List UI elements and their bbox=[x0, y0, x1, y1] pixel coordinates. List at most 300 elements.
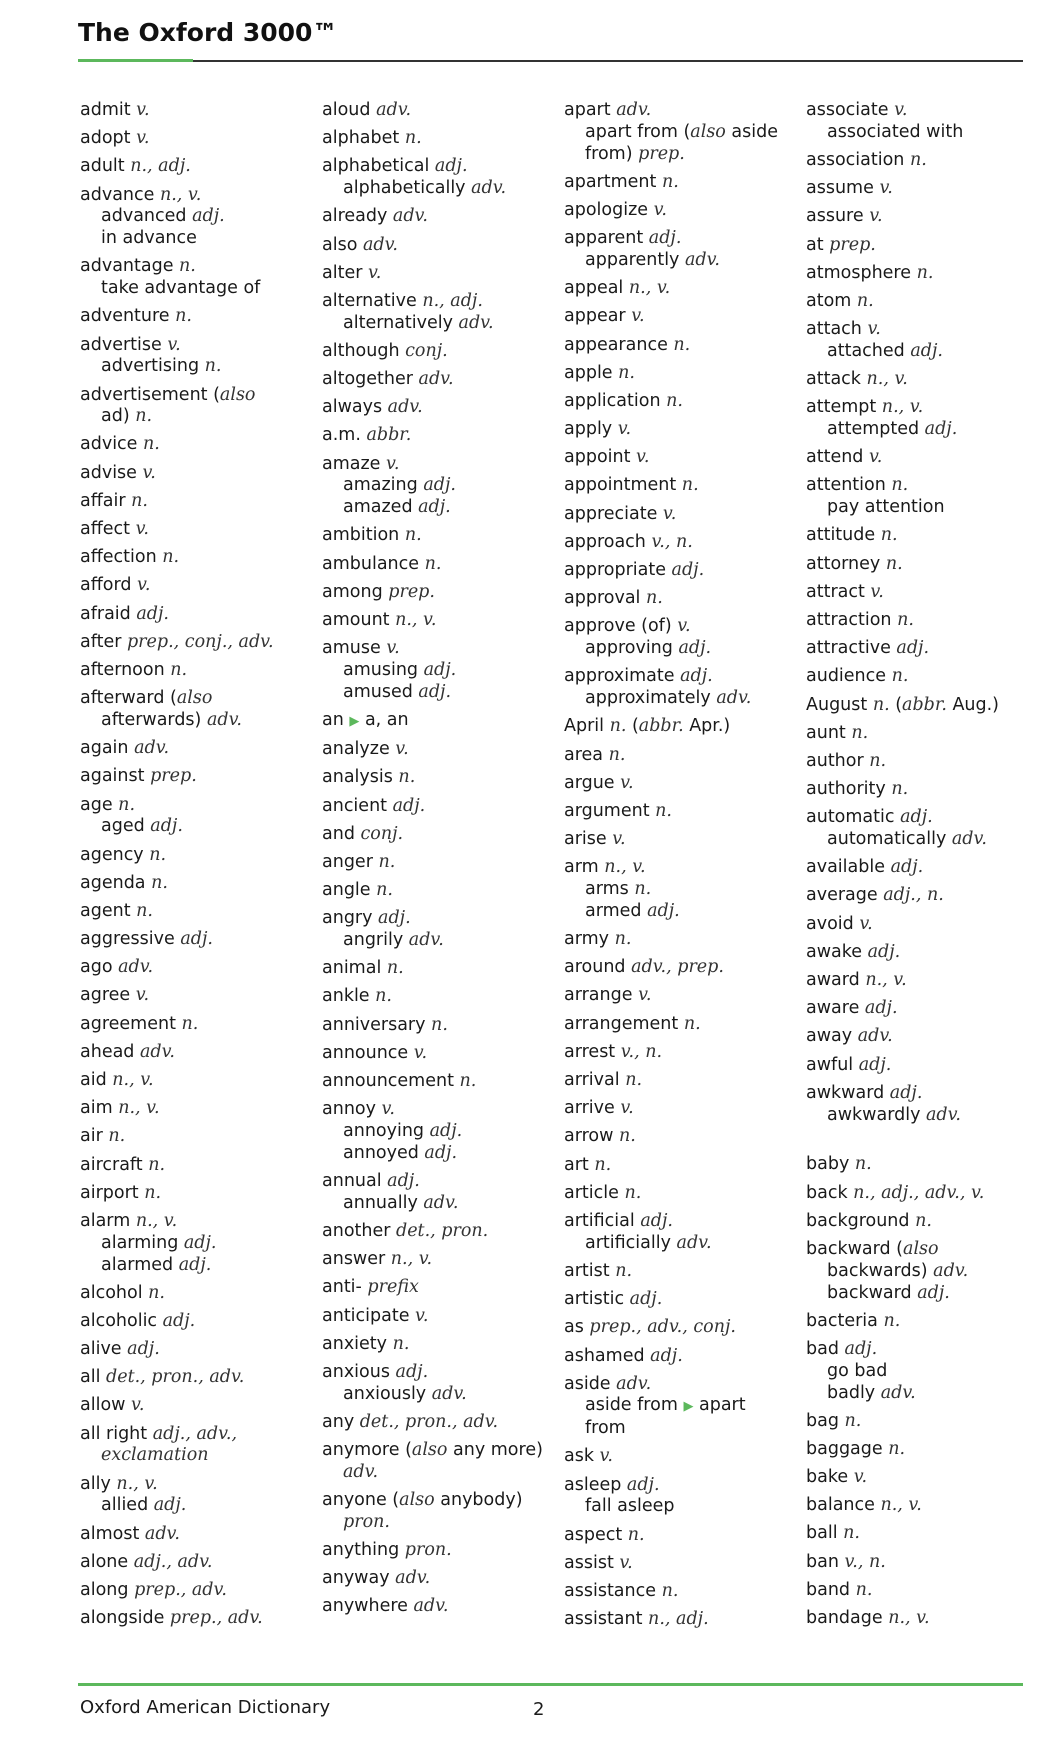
word-entry bbox=[80, 1070, 316, 1092]
entry-headline bbox=[80, 604, 316, 626]
headword-text: aid bbox=[80, 1070, 113, 1091]
part-of-speech: v. bbox=[415, 1305, 429, 1326]
headword-text: a.m. bbox=[322, 425, 367, 446]
entry-headline bbox=[322, 638, 558, 660]
word-entry bbox=[806, 998, 1042, 1020]
part-of-speech: adj. bbox=[640, 1210, 673, 1231]
entry-subline bbox=[806, 497, 1042, 519]
part-of-speech: prep. bbox=[388, 581, 435, 602]
entry-headline bbox=[564, 745, 800, 767]
entry-headline bbox=[564, 278, 800, 300]
headword-text: alarm bbox=[80, 1210, 136, 1231]
entry-headline bbox=[322, 235, 558, 257]
entry-subline bbox=[80, 816, 316, 838]
entry-headline bbox=[322, 1568, 558, 1590]
word-entry bbox=[806, 1523, 1042, 1545]
part-of-speech: v. bbox=[135, 985, 150, 1006]
part-of-speech: also bbox=[219, 384, 256, 405]
word-entry bbox=[806, 610, 1042, 632]
word-entry bbox=[806, 723, 1042, 745]
entry-subline bbox=[322, 1193, 558, 1215]
headword-text: background bbox=[806, 1210, 916, 1231]
word-entry bbox=[564, 447, 800, 469]
part-of-speech: v. bbox=[859, 913, 873, 934]
headword-text: amusing bbox=[343, 659, 424, 680]
headword-text: assistant bbox=[564, 1609, 649, 1630]
part-of-speech: adj. bbox=[900, 807, 933, 828]
entry-headline bbox=[80, 1098, 316, 1120]
headword-text: attorney bbox=[806, 553, 886, 574]
headword-text: attached bbox=[827, 340, 911, 361]
part-of-speech: adj. bbox=[844, 1338, 878, 1359]
word-entry bbox=[80, 1126, 316, 1148]
part-of-speech: n., v. bbox=[390, 1249, 433, 1270]
entry-headline bbox=[564, 1014, 800, 1036]
part-of-speech: adv. bbox=[343, 1461, 379, 1482]
headword-text: argue bbox=[564, 772, 621, 793]
headword-text: appointment bbox=[564, 475, 682, 496]
part-of-speech: adj., adv., bbox=[152, 1423, 238, 1444]
entry-headline bbox=[806, 970, 1042, 992]
headword-text: agenda bbox=[80, 872, 152, 893]
entry-headline bbox=[322, 1440, 558, 1462]
part-of-speech: pron. bbox=[404, 1540, 452, 1561]
word-entry bbox=[80, 985, 316, 1007]
headword-text: balance bbox=[806, 1495, 881, 1516]
part-of-speech: v. bbox=[386, 638, 400, 659]
part-of-speech: prep., adv., conj. bbox=[589, 1317, 736, 1338]
word-entry bbox=[806, 291, 1042, 313]
entry-headline bbox=[80, 1014, 316, 1036]
word-entry bbox=[564, 560, 800, 582]
part-of-speech: adj. bbox=[889, 1082, 923, 1103]
headword-text: approach bbox=[564, 531, 652, 552]
entry-headline bbox=[806, 206, 1042, 228]
headword-text: after bbox=[80, 631, 127, 652]
part-of-speech: n. bbox=[459, 1071, 477, 1092]
word-entry bbox=[564, 1446, 800, 1468]
word-entry bbox=[806, 779, 1042, 801]
headword-text: annoyed bbox=[343, 1142, 425, 1163]
part-of-speech: n. bbox=[627, 1524, 645, 1545]
headword-text: atom bbox=[806, 290, 857, 311]
entry-headline bbox=[564, 475, 800, 497]
headword-text: ago bbox=[80, 957, 119, 978]
part-of-speech: adv. bbox=[676, 1232, 712, 1253]
headword-text: afterwards) bbox=[101, 709, 207, 730]
entry-headline bbox=[80, 1070, 316, 1092]
part-of-speech: adv. bbox=[616, 1373, 652, 1394]
part-of-speech: n. bbox=[431, 1014, 448, 1035]
word-entry bbox=[806, 1439, 1042, 1461]
word-entry bbox=[564, 200, 800, 222]
entry-headline bbox=[564, 716, 800, 738]
entry-subline bbox=[806, 1383, 1042, 1405]
part-of-speech: n. bbox=[181, 1013, 199, 1034]
entry-headline bbox=[564, 1525, 800, 1547]
part-of-speech: v., n. bbox=[844, 1551, 886, 1572]
headword-text: apart from ( bbox=[585, 121, 691, 142]
headword-text: annoying bbox=[343, 1121, 430, 1141]
part-of-speech: n. bbox=[872, 694, 890, 715]
headword-text: arrest bbox=[564, 1041, 621, 1062]
headword-text: Aug.) bbox=[946, 694, 1000, 715]
word-entry bbox=[806, 178, 1042, 200]
headword-text: adopt bbox=[80, 128, 137, 149]
headword-text: alcoholic bbox=[80, 1310, 163, 1331]
word-entry bbox=[322, 1596, 558, 1618]
entry-headline bbox=[806, 1439, 1042, 1461]
headword-text: almost bbox=[80, 1523, 145, 1544]
headword-text: alarming bbox=[101, 1232, 184, 1253]
headword-text: ( bbox=[889, 694, 903, 715]
headword-text: aspect bbox=[564, 1524, 628, 1545]
part-of-speech: adj. bbox=[127, 1339, 160, 1360]
part-of-speech: n. bbox=[673, 334, 691, 355]
headword-text: agreement bbox=[80, 1013, 182, 1034]
headword-text: already bbox=[322, 206, 393, 227]
entry-headline bbox=[806, 638, 1042, 660]
headword-text: advantage bbox=[80, 256, 180, 277]
word-entry bbox=[80, 547, 316, 569]
headword-text: attack bbox=[806, 369, 867, 390]
headword-text: announce bbox=[322, 1042, 414, 1063]
word-entry bbox=[806, 1083, 1042, 1127]
entry-headline bbox=[564, 200, 800, 222]
headword-text: announcement bbox=[322, 1071, 460, 1092]
headword-text: assistance bbox=[564, 1581, 662, 1602]
part-of-speech: n., v. bbox=[866, 369, 908, 390]
headword-text: ashamed bbox=[564, 1345, 651, 1366]
entry-headline bbox=[80, 519, 316, 541]
word-entry bbox=[80, 306, 316, 328]
part-of-speech: adj. bbox=[678, 638, 712, 659]
entry-headline bbox=[564, 172, 800, 194]
part-of-speech: v. bbox=[142, 462, 156, 483]
part-of-speech: v. bbox=[620, 1098, 634, 1119]
entry-headline bbox=[564, 985, 800, 1007]
entry-subline bbox=[564, 1395, 800, 1418]
headword-text: arise bbox=[564, 829, 613, 850]
word-entry bbox=[80, 957, 316, 979]
part-of-speech: v. bbox=[868, 447, 883, 468]
word-entry bbox=[322, 1099, 558, 1164]
headword-text: afford bbox=[80, 575, 138, 596]
entry-headline bbox=[806, 447, 1042, 469]
entry-headline bbox=[564, 1211, 800, 1233]
entry-headline bbox=[322, 958, 558, 980]
headword-text: artificially bbox=[585, 1232, 677, 1253]
entry-headline bbox=[806, 998, 1042, 1020]
word-column-4 bbox=[806, 100, 1042, 1636]
entry-headline bbox=[80, 385, 316, 407]
part-of-speech: n. bbox=[615, 1260, 633, 1281]
part-of-speech: adv. bbox=[413, 1596, 449, 1617]
word-entry bbox=[564, 278, 800, 300]
entry-headline bbox=[564, 773, 800, 795]
entry-headline bbox=[564, 504, 800, 526]
part-of-speech: v. bbox=[131, 1395, 145, 1416]
entry-headline bbox=[322, 454, 558, 476]
headword-text: annoy bbox=[322, 1099, 382, 1120]
word-entry bbox=[80, 604, 316, 626]
part-of-speech: adj. bbox=[387, 1170, 420, 1191]
part-of-speech: n., adj. bbox=[422, 290, 483, 311]
word-entry bbox=[80, 766, 316, 788]
part-of-speech: adv. bbox=[471, 178, 507, 199]
headword-text: fall asleep bbox=[585, 1496, 675, 1517]
entry-headline bbox=[80, 688, 316, 710]
headword-text: any more) bbox=[447, 1440, 543, 1461]
entry-headline bbox=[806, 1495, 1042, 1517]
part-of-speech: n. bbox=[148, 1154, 166, 1175]
word-entry bbox=[80, 738, 316, 760]
entry-headline bbox=[322, 206, 558, 228]
entry-headline bbox=[806, 291, 1042, 313]
part-of-speech: v. bbox=[612, 829, 626, 850]
word-entry bbox=[806, 1154, 1042, 1176]
part-of-speech: adj. bbox=[671, 560, 705, 581]
headword-text: anymore ( bbox=[322, 1440, 412, 1461]
page-number: 2 bbox=[533, 1699, 545, 1720]
word-entry bbox=[322, 880, 558, 902]
entry-subline bbox=[80, 1445, 316, 1467]
entry-headline bbox=[806, 751, 1042, 773]
word-entry bbox=[322, 128, 558, 150]
entry-headline bbox=[80, 1424, 316, 1446]
entry-subline bbox=[806, 1261, 1042, 1283]
headword-text: another bbox=[322, 1220, 396, 1241]
headword-text: agent bbox=[80, 900, 137, 921]
headword-text: arrow bbox=[564, 1126, 620, 1147]
part-of-speech: adj. bbox=[429, 1121, 463, 1141]
headword-text: audience bbox=[806, 666, 892, 687]
word-entry bbox=[564, 1553, 800, 1575]
entry-headline bbox=[806, 1183, 1042, 1205]
entry-subline bbox=[80, 206, 316, 228]
headword-text: air bbox=[80, 1126, 109, 1147]
entry-headline bbox=[322, 425, 558, 447]
part-of-speech: n., adj., adv., v. bbox=[853, 1182, 985, 1203]
word-entry bbox=[80, 1311, 316, 1333]
part-of-speech: n. bbox=[916, 262, 934, 283]
word-entry bbox=[564, 1609, 800, 1631]
word-entry bbox=[80, 335, 316, 379]
part-of-speech: n., v. bbox=[159, 184, 202, 205]
part-of-speech: v. bbox=[137, 575, 151, 596]
entry-headline bbox=[80, 335, 316, 357]
word-entry bbox=[806, 751, 1042, 773]
part-of-speech: n. bbox=[162, 547, 180, 568]
word-entry bbox=[564, 1261, 800, 1283]
entry-headline bbox=[80, 1211, 316, 1233]
part-of-speech: n. bbox=[136, 900, 153, 921]
headword-text: as bbox=[564, 1317, 590, 1338]
word-entry bbox=[564, 801, 800, 823]
word-entry bbox=[806, 857, 1042, 879]
word-entry bbox=[80, 491, 316, 513]
headword-text: available bbox=[806, 857, 891, 878]
part-of-speech: v. bbox=[869, 206, 883, 227]
entry-headline bbox=[564, 801, 800, 823]
word-entry bbox=[80, 1367, 316, 1389]
part-of-speech: n. bbox=[645, 588, 663, 609]
word-entry bbox=[806, 695, 1042, 717]
entry-headline bbox=[322, 710, 558, 733]
word-entry bbox=[564, 1525, 800, 1547]
word-entry bbox=[806, 235, 1042, 257]
word-entry bbox=[564, 616, 800, 660]
word-entry bbox=[806, 263, 1042, 285]
entry-headline bbox=[322, 1334, 558, 1356]
headword-text: alcohol bbox=[80, 1282, 149, 1303]
part-of-speech: n. bbox=[619, 1126, 636, 1147]
entry-headline bbox=[80, 128, 316, 150]
headword-text: answer bbox=[322, 1249, 391, 1270]
word-entry bbox=[322, 1171, 558, 1215]
headword-text: article bbox=[564, 1182, 625, 1203]
part-of-speech: prep. bbox=[150, 766, 197, 787]
part-of-speech: adj. bbox=[890, 857, 924, 878]
headword-text: ball bbox=[806, 1523, 844, 1544]
part-of-speech: n. bbox=[151, 872, 168, 893]
part-of-speech: conj. bbox=[360, 823, 404, 844]
word-entry bbox=[322, 554, 558, 576]
headword-text: appeal bbox=[564, 278, 629, 299]
entry-headline bbox=[806, 723, 1042, 745]
headword-text: automatic bbox=[806, 807, 901, 828]
entry-headline bbox=[80, 1283, 316, 1305]
word-entry bbox=[80, 795, 316, 839]
part-of-speech: v. bbox=[636, 447, 650, 468]
headword-text: adult bbox=[80, 156, 131, 177]
word-entry bbox=[322, 1440, 558, 1484]
headword-text: argument bbox=[564, 800, 656, 821]
entry-headline bbox=[322, 796, 558, 818]
part-of-speech: adv. bbox=[118, 957, 154, 978]
word-entry bbox=[80, 1524, 316, 1546]
headword-text: alternative bbox=[322, 290, 423, 311]
word-entry bbox=[806, 1055, 1042, 1077]
part-of-speech: n., v. bbox=[880, 1495, 922, 1516]
word-entry bbox=[322, 369, 558, 391]
entry-headline bbox=[80, 547, 316, 569]
entry-headline bbox=[564, 447, 800, 469]
entry-subline bbox=[564, 879, 800, 901]
headword-text: apartment bbox=[564, 171, 662, 192]
headword-text: apply bbox=[564, 419, 618, 440]
part-of-speech: adj. bbox=[153, 1495, 187, 1516]
entry-headline bbox=[80, 306, 316, 328]
entry-headline bbox=[80, 1580, 316, 1602]
word-entry bbox=[80, 1424, 316, 1468]
part-of-speech: v. bbox=[599, 1446, 613, 1467]
part-of-speech: v. bbox=[638, 985, 652, 1006]
part-of-speech: also bbox=[399, 1490, 435, 1511]
headword-text: author bbox=[806, 750, 870, 771]
headword-text: badly bbox=[827, 1382, 881, 1403]
part-of-speech: n. bbox=[378, 851, 396, 872]
headword-text: from) bbox=[585, 143, 639, 164]
entry-headline bbox=[564, 1289, 800, 1311]
headword-text: airport bbox=[80, 1182, 145, 1203]
entry-subline bbox=[80, 356, 316, 378]
part-of-speech: prep. bbox=[638, 143, 685, 164]
entry-headline bbox=[80, 1339, 316, 1361]
headword-text: ask bbox=[564, 1446, 600, 1467]
word-entry bbox=[322, 1412, 558, 1434]
part-of-speech: adj. bbox=[423, 475, 456, 496]
word-entry bbox=[564, 1581, 800, 1603]
part-of-speech: n. bbox=[844, 1410, 862, 1431]
entry-headline bbox=[806, 475, 1042, 497]
entry-headline bbox=[806, 1411, 1042, 1433]
entry-subline bbox=[806, 122, 1042, 144]
entry-headline bbox=[322, 1412, 558, 1434]
part-of-speech: abbr. bbox=[366, 425, 412, 446]
entry-headline bbox=[80, 434, 316, 456]
entry-subline bbox=[564, 1233, 800, 1255]
entry-headline bbox=[322, 1249, 558, 1271]
word-entry bbox=[80, 575, 316, 597]
entry-headline bbox=[806, 178, 1042, 200]
entry-headline bbox=[80, 1524, 316, 1546]
part-of-speech: n. bbox=[144, 1182, 162, 1203]
entry-headline bbox=[80, 845, 316, 867]
part-of-speech: adj., n. bbox=[883, 885, 944, 906]
entry-headline bbox=[806, 1211, 1042, 1233]
word-entry bbox=[322, 156, 558, 200]
word-entry bbox=[80, 100, 316, 122]
part-of-speech: adv. bbox=[684, 249, 720, 270]
word-entry bbox=[564, 829, 800, 851]
headword-text: attraction bbox=[806, 610, 898, 630]
part-of-speech: n. bbox=[614, 929, 632, 950]
entry-headline bbox=[806, 914, 1042, 936]
entry-subline bbox=[80, 710, 316, 732]
headword-text: advertising bbox=[101, 356, 205, 377]
entry-subline bbox=[322, 930, 558, 952]
word-entry bbox=[806, 554, 1042, 576]
part-of-speech: adj. bbox=[392, 795, 426, 816]
part-of-speech: det., pron., adv. bbox=[106, 1367, 245, 1388]
headword-text: attend bbox=[806, 447, 869, 468]
headword-text: from bbox=[585, 1418, 626, 1439]
headword-text: arms bbox=[585, 879, 635, 900]
part-of-speech: v. bbox=[413, 1042, 428, 1063]
word-entry bbox=[564, 228, 800, 272]
word-entry bbox=[80, 1552, 316, 1574]
entry-subline bbox=[322, 178, 558, 200]
headword-text: aloud bbox=[322, 100, 377, 120]
part-of-speech: n. bbox=[897, 610, 914, 630]
headword-text: an bbox=[322, 709, 350, 730]
entry-headline bbox=[564, 391, 800, 413]
word-entry bbox=[806, 970, 1042, 992]
headword-text: ad) bbox=[101, 406, 136, 427]
word-entry bbox=[806, 525, 1042, 547]
word-entry bbox=[80, 1183, 316, 1205]
headword-text: apple bbox=[564, 362, 619, 383]
part-of-speech: n. bbox=[856, 290, 874, 311]
entry-headline bbox=[322, 1099, 558, 1121]
word-entry bbox=[80, 929, 316, 951]
headword-text: baby bbox=[806, 1154, 855, 1175]
header-rule bbox=[193, 60, 1023, 62]
part-of-speech: n. bbox=[618, 362, 635, 383]
entry-headline bbox=[80, 1395, 316, 1417]
word-entry bbox=[564, 957, 800, 979]
